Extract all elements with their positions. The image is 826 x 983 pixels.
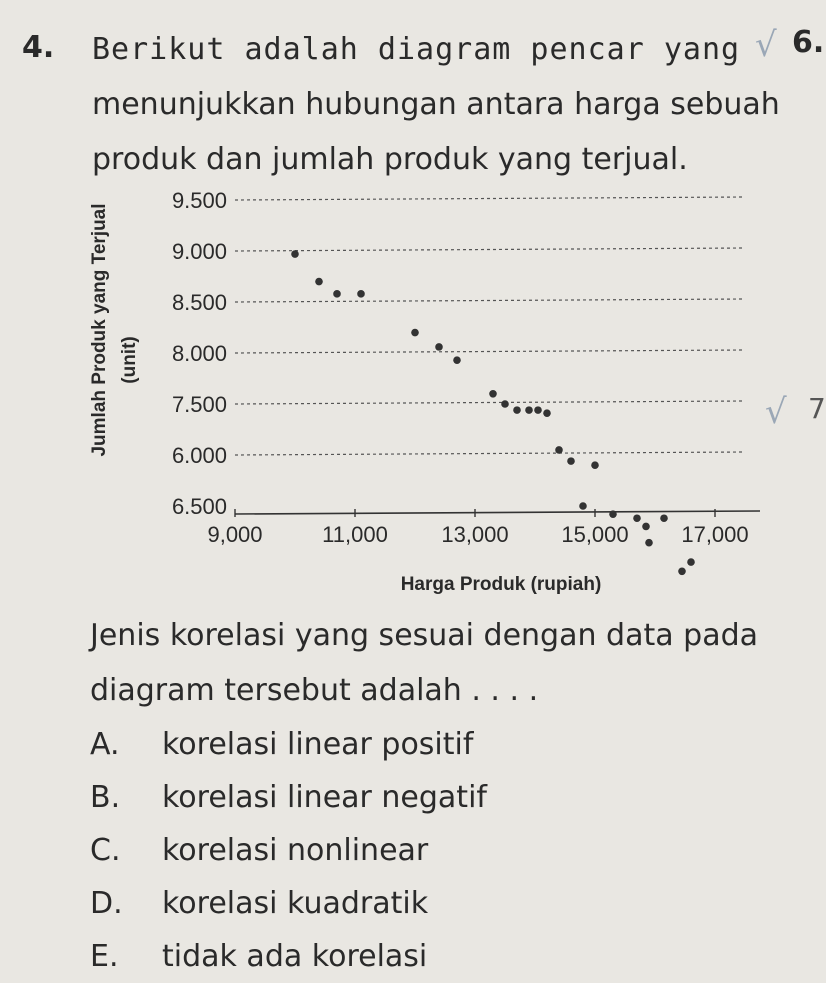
x-axis-label: Harga Produk (rupiah) [400,574,602,595]
y-tick-label: 9.000 [171,239,227,264]
data-point [333,290,341,298]
prompt-line-2: diagram tersebut adalah . . . . [90,673,539,708]
option-a-letter: A. [90,727,120,762]
margin-number: 6. [792,25,825,60]
x-axis-line [235,511,760,514]
option-d[interactable] [90,877,790,930]
y-tick-label: 8.500 [171,290,227,315]
data-point [489,390,497,398]
option-c-letter: C. [90,833,121,868]
data-point [660,514,668,522]
grid-line [235,197,745,200]
option-d-letter: D. [90,886,123,921]
data-point [555,446,563,454]
data-point [543,409,551,417]
option-b-letter: B. [90,780,121,815]
grid-line [235,299,745,302]
y-tick-labels [172,188,227,519]
data-point [453,356,461,364]
question-text [92,22,782,187]
data-point [591,461,599,469]
y-axis-label: Jumlah Produk yang Terjual [89,203,110,457]
data-point [411,329,419,337]
question-line-2: menunjukkan hubungan antara harga sebuah [92,87,780,122]
data-point [687,558,695,566]
data-point [501,400,509,408]
y-tick-label: 9.500 [171,188,227,213]
data-point [633,514,641,522]
x-axis [235,509,760,517]
checkmark-icon: √ [755,25,777,65]
question-line-3: produk dan jumlah produk yang terjual. [92,142,688,177]
y-axis-unit: (unit) [119,336,140,384]
checkmark-icon: √ [765,392,787,432]
x-tick-label: 15,000 [561,522,629,547]
data-point [609,510,617,518]
option-c[interactable] [90,824,790,877]
y-tick-label: 6.500 [171,494,227,519]
scatter-chart [85,180,775,600]
data-point [315,278,323,286]
option-a[interactable] [90,718,790,771]
grid-line [235,452,745,455]
answer-block [90,608,790,983]
option-a-text: korelasi linear positif [162,727,474,762]
data-point [357,290,365,298]
data-point [435,343,443,351]
option-b[interactable] [90,771,790,824]
option-e-letter: E. [90,939,119,974]
grid-line [235,350,745,353]
data-point [645,539,653,547]
option-e[interactable] [90,930,790,983]
y-tick-label: 8.000 [171,341,227,366]
option-b-text: korelasi linear negatif [162,780,487,815]
prompt-line-1: Jenis korelasi yang sesuai dengan data pada [90,618,758,653]
data-point [678,567,686,575]
x-tick-labels [207,522,748,547]
x-tick-label: 11,000 [322,522,388,547]
grid-line [235,401,745,404]
x-tick-label: 13,000 [441,522,509,547]
margin-seven: 7 [808,392,826,425]
data-point [534,406,542,414]
option-e-text: tidak ada korelasi [162,939,428,974]
data-point [513,406,521,414]
grid-lines [235,197,745,455]
data-point [291,250,299,258]
option-d-text: korelasi kuadratik [162,886,429,921]
grid-line [235,248,745,251]
x-tick-label: 9,000 [207,522,263,547]
question-number: 4. [22,30,55,65]
question-line-1: Berikut adalah diagram pencar yang [92,32,741,67]
y-tick-label: 6.000 [171,443,227,468]
data-point [642,523,650,531]
y-tick-label: 7.500 [171,392,227,417]
data-point [579,502,587,510]
data-point [567,457,575,465]
option-c-text: korelasi nonlinear [162,833,429,868]
x-tick-label: 17,000 [681,522,749,547]
data-point [525,406,533,414]
